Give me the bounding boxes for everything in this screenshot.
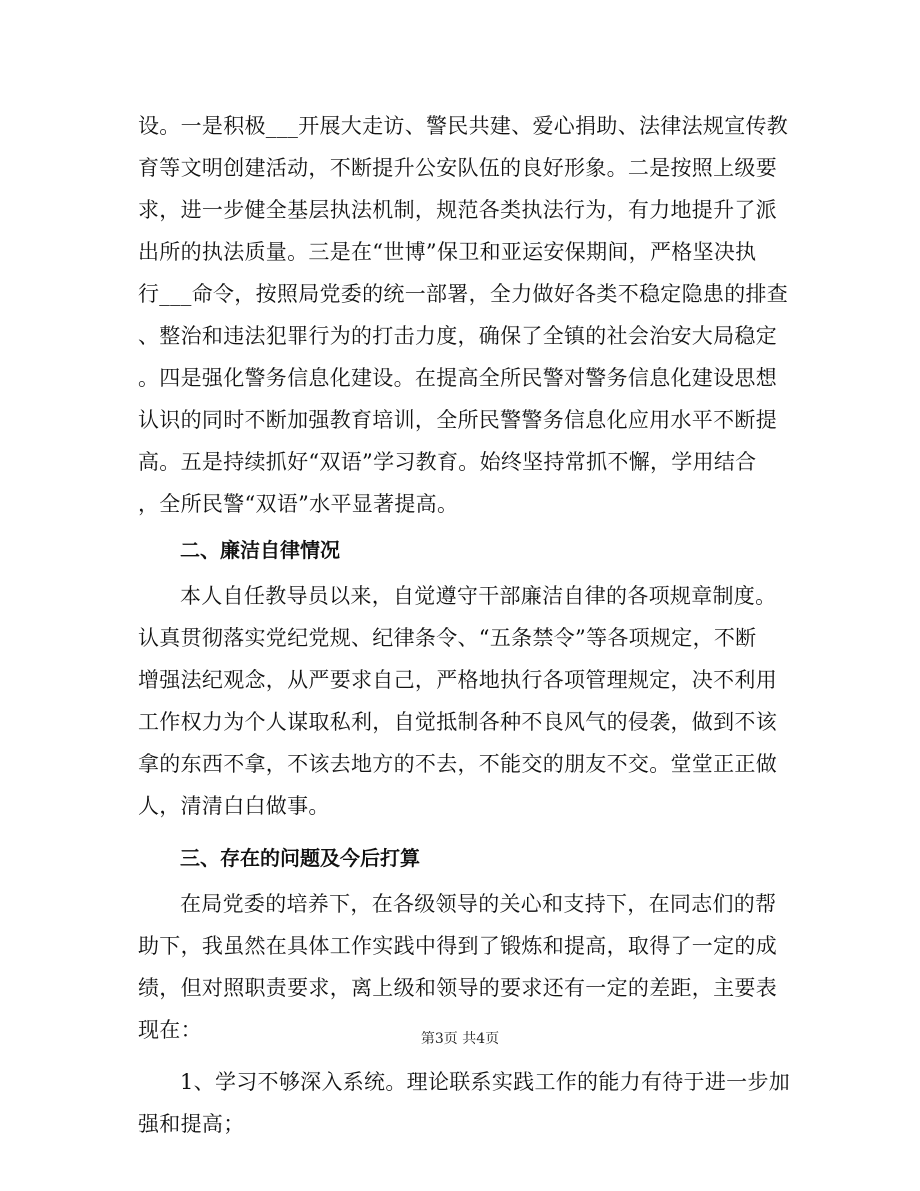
text-line: 增强法纪观念，从严要求自己，严格地执行各项管理规定，决不利用 bbox=[138, 668, 777, 692]
list-item-study bbox=[138, 1061, 791, 1145]
text-line: 工作权力为个人谋取私利，自觉抵制各种不良风气的侵袭，做到不该 bbox=[138, 710, 777, 734]
paragraph-problems bbox=[138, 883, 783, 1051]
text-line: 出所的执法质量。三是在“世博”保卫和亚运安保期间，严格坚决执 bbox=[138, 240, 757, 264]
text-line: 行___命令，按照局党委的统一部署，全力做好各类不稳定隐患的排查 bbox=[138, 282, 789, 306]
text-line: 认识的同时不断加强教育培训，全所民警警务信息化应用水平不断提 bbox=[138, 408, 777, 432]
text-line: 拿的东西不拿，不该去地方的不去，不能交的朋友不交。堂堂正正做 bbox=[138, 752, 777, 776]
text-line: 认真贯彻落实党纪党规、纪律条令、“五条禁令”等各项规定，不断 bbox=[138, 626, 757, 650]
text-line: 现在： bbox=[138, 1018, 202, 1042]
page-number-footer: 第3页 共4页 bbox=[420, 1031, 500, 1047]
text-line: 。四是强化警务信息化建设。在提高全所民警对警务信息化建设思想 bbox=[138, 366, 777, 390]
document-body bbox=[138, 105, 791, 1145]
text-line: 助下，我虽然在具体工作实践中得到了锻炼和提高，取得了一定的成 bbox=[138, 934, 777, 958]
paragraph-integrity bbox=[138, 575, 783, 827]
text-line: 人，清清白白做事。 bbox=[138, 794, 330, 818]
text-line: 求，进一步健全基层执法机制，规范各类执法行为，有力地提升了派 bbox=[138, 198, 777, 222]
text-line: 育等文明创建活动，不断提升公安队伍的良好形象。二是按照上级要 bbox=[138, 156, 777, 180]
text-line: 高。五是持续抓好“双语”学习教育。始终坚持常抓不懈，学用结合 bbox=[138, 450, 757, 474]
text-line: 绩，但对照职责要求，离上级和领导的要求还有一定的差距，主要表 bbox=[138, 976, 777, 1000]
text-line: 设。一是积极___开展大走访、警民共建、爱心捐助、法律法规宣传教 bbox=[138, 114, 789, 138]
section-heading-problems: 三、存在的问题及今后打算 bbox=[180, 846, 420, 870]
text-line: 、整治和违法犯罪行为的打击力度，确保了全镇的社会治安大局稳定 bbox=[138, 324, 777, 348]
text-line: 在局党委的培养下，在各级领导的关心和支持下，在同志们的帮 bbox=[180, 892, 777, 916]
text-line: 1、学习不够深入系统。理论联系实践工作的能力有待于进一步加 bbox=[180, 1070, 791, 1094]
text-line: ，全所民警“双语”水平显著提高。 bbox=[138, 492, 459, 516]
paragraph-achievements bbox=[138, 105, 789, 525]
section-heading-integrity: 二、廉洁自律情况 bbox=[180, 538, 340, 562]
text-line: 本人自任教导员以来，自觉遵守干部廉洁自律的各项规章制度。 bbox=[180, 584, 777, 608]
text-line: 强和提高； bbox=[138, 1112, 245, 1136]
